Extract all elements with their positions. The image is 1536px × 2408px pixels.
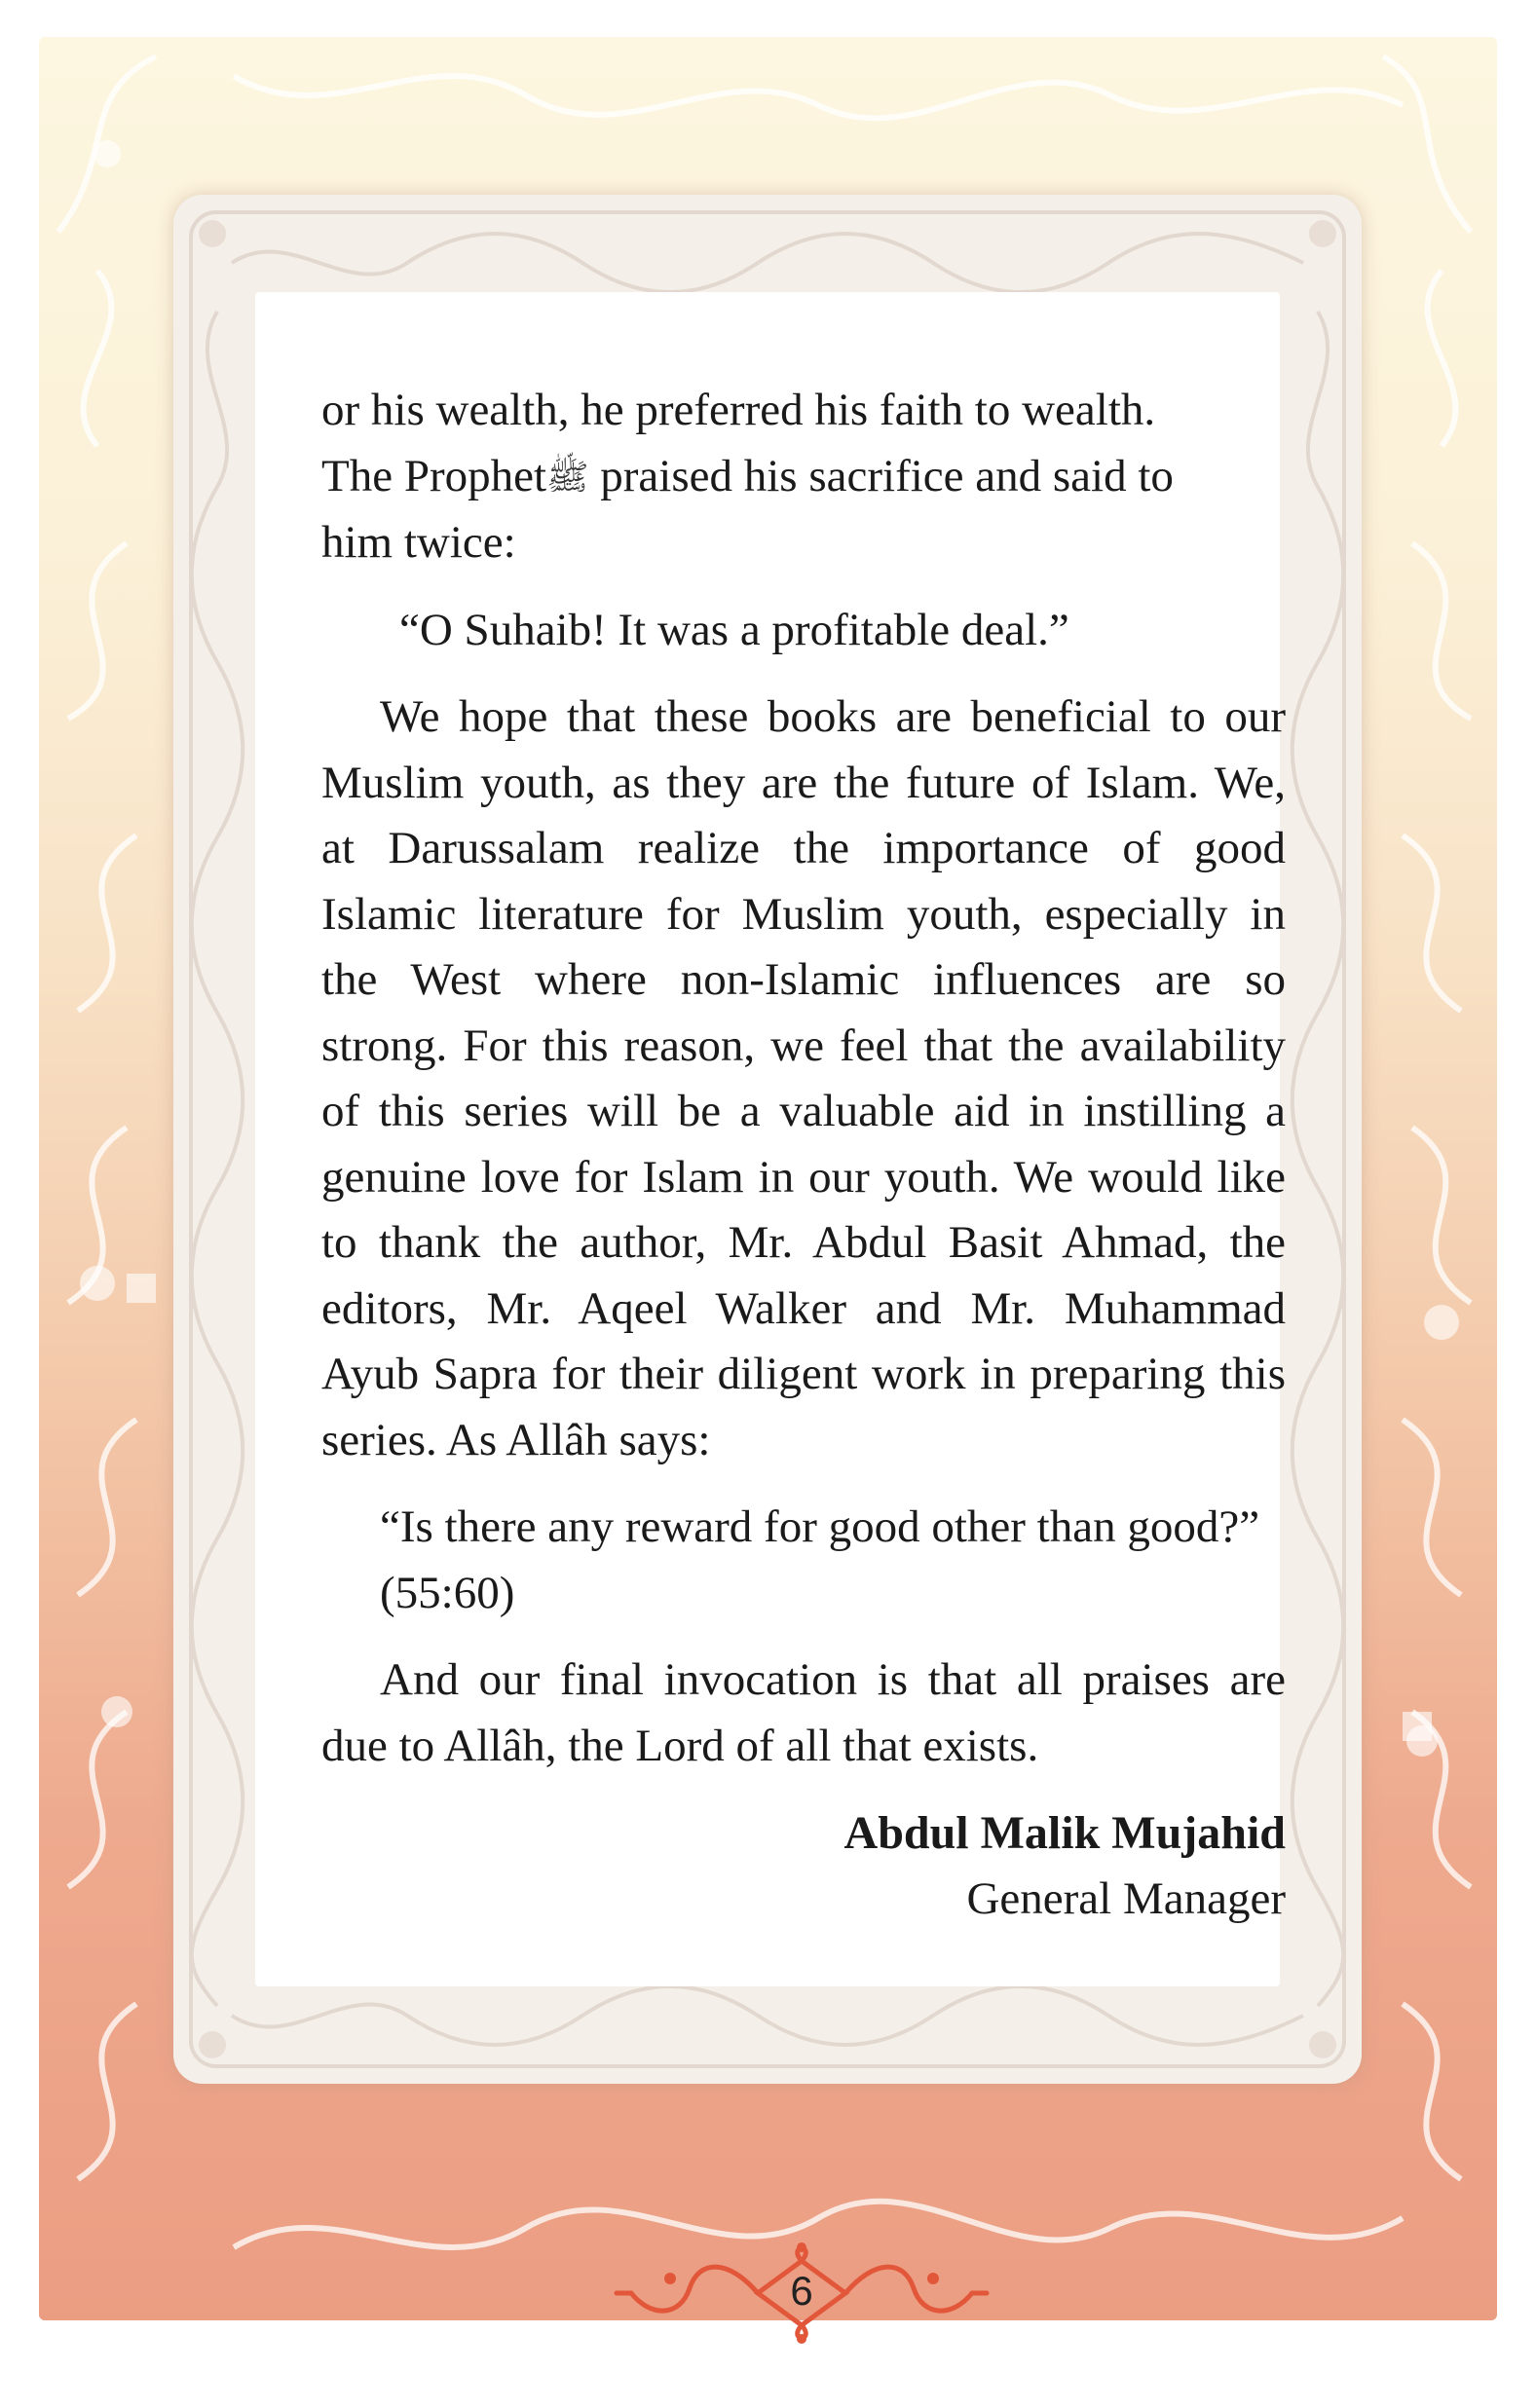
page-number-ornament — [612, 2240, 992, 2347]
signature-title: General Manager — [966, 1872, 1286, 1924]
signature-name: Abdul Malik Mujahid — [843, 1807, 1286, 1859]
body-text-fragment: The Prophet — [321, 450, 547, 501]
body-text — [321, 378, 1286, 1932]
hadith-quote: “O Suhaib! It was a profitable deal.” — [399, 604, 1069, 655]
quran-quote: “Is there any reward for good other than good?” (55:60) — [380, 1501, 1260, 1618]
page-number: 6 — [790, 2268, 813, 2314]
paragraph: And our final invocation is that all praises are due to Allâh, the Lord of all that exists. — [321, 1654, 1286, 1771]
honorific-symbol: ﷺ — [546, 457, 589, 497]
paragraph: We hope that these books are beneficial to our Muslim youth, as they are the future of Islam. We, at Darussalam realize the importance of good Islamic literature for Muslim youth, especially in the West where non-Islamic influences are so strong. For this reason, we feel that the availability of this series will be a valuable aid in instilling a genuine love for Islam in our youth. We would like to thank the author, Mr. Abdul Basit Ahmad, the editors, Mr. Aqeel Walker and Mr. Muhammad Ayub Sapra for their diligent work in preparing this series. As Allâh says: — [321, 691, 1286, 1465]
body-line: or his wealth, he preferred his faith to wealth. — [321, 385, 1156, 435]
body-text-fragment: praised his sacrifice and said to — [588, 450, 1174, 501]
body-line: him twice: — [321, 517, 516, 568]
body-line — [321, 444, 1286, 511]
